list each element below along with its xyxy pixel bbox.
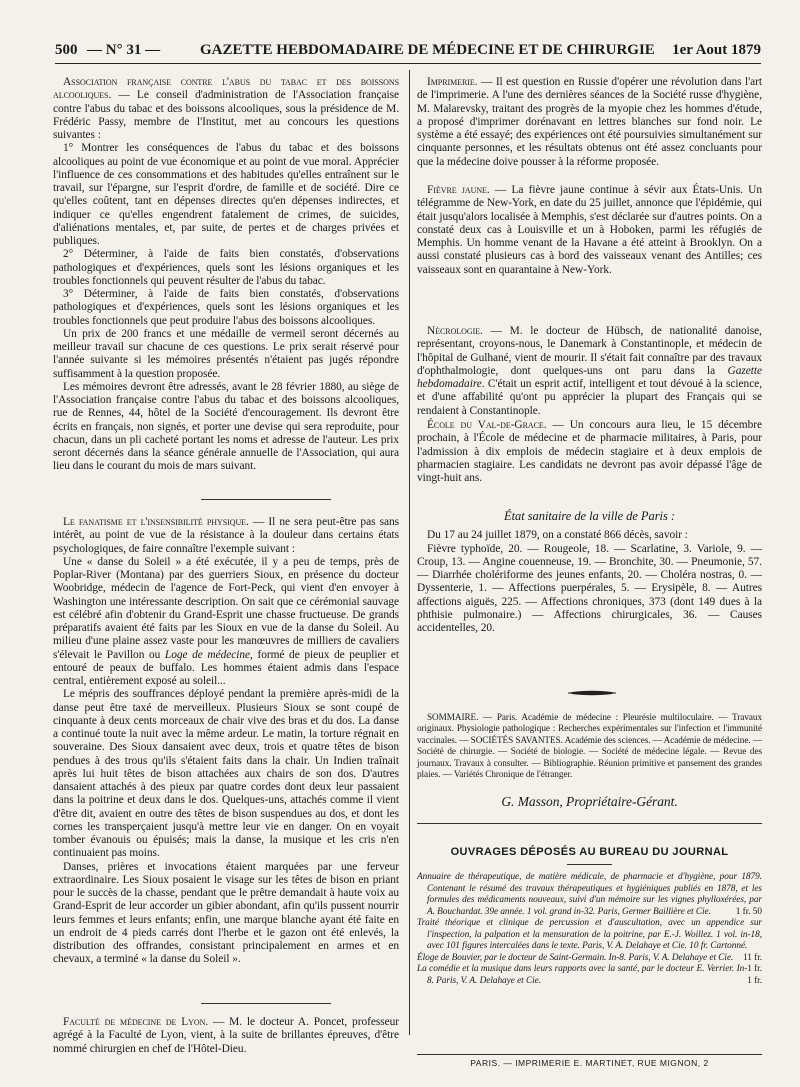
article-heading: Imprimerie.	[427, 76, 478, 88]
article-heading: Le fanatisme et l'insensibilité physique.	[63, 516, 249, 528]
article-text: Une « danse du Soleil » a été exécutée, il y a peu de temps, près de Poplar-River (Montana) par des guerriers Sioux, en présence du docteur Woobridge, médecin de l'agence de Fort-Peck, qui vient d'en envoyer à Washington une intéressante description. On sait que ce cérémonial sauvage est célébré afin d'obtenir du Grand-Esprit une chasse fructueuse. De grands préparatifs avaient été faits par les Sioux en vue de la danse du Soleil. Au milieu d'une plaine assez vaste pour les manœuvres de milliers de cavaliers s'élevait le Pavillon ou	[53, 555, 399, 661]
section-separator	[417, 823, 762, 824]
page-number: 500	[55, 42, 78, 58]
article-necrologie	[417, 325, 762, 418]
article-text: , formé de pieux de peuplier et entouré de peaux de buffalo. Les hommes étaient admis dans l'espace central, entièrement exposé au soleil...	[53, 648, 399, 687]
etat-summary: Du 17 au 24 juillet 1879, on a constaté 866 décès, savoir :	[427, 529, 688, 542]
article-paragraph: 1° Montrer les conséquences de l'abus du tabac et des boissons alcooliques au point de vue économique et au point de vue moral. Apprécier l'influence de ces consommations et des habitudes qu'elles entraînent sur le travail, sur l'épargne, sur l'esprit d'ordre, de famille et de société. Dire ce qu'elles coûtent, tant en dépenses directes qu'en dépenses indirectes, et indiquer ce qu'elles engendrent fatalement de crimes, de suicides, d'aliénations mentales, et, par suite, de pertes et de charges privées et publiques.	[53, 142, 399, 247]
ouvrage-item	[417, 964, 762, 987]
ouvrage-text: La comédie et la musique dans leurs rapports avec la santé, par le docteur E. Verrier. In-8. Paris, V. A. Delahaye et Cie.	[417, 964, 748, 986]
page-header	[55, 42, 761, 64]
title-underline	[567, 864, 612, 865]
publisher-line	[417, 795, 762, 808]
article-heading: Faculté de médecine de Lyon.	[63, 1016, 209, 1028]
printer-footer: PARIS. — IMPRIMERIE E. MARTINET, RUE MIGNON, 2	[470, 1058, 709, 1068]
article-text: — M. le docteur de Hübsch, de nationalité danoise, représentant, croyons-nous, le Danemark à Constantinople, et médecin de l'hôpital de Gulhané, vient de mourir. Il s'était fait connaître par des travaux d'ophthalmologie, dont quelques-uns ont paru dans la	[417, 325, 762, 377]
ouvrage-item	[417, 872, 762, 918]
ouvrage-text: Traité théorique et clinique de percussion et d'auscultation, avec un appendice sur l'inspection, la palpation et la mensuration de la poitrine, par E.-J. Woillez. 1 vol. in-18, avec 101 figures intercalées dans le texte. Paris, V. A. Delahaye et Cie. 10 fr. Cartonné.	[417, 918, 762, 951]
article-text: . C'était un esprit actif, intelligent et tout dévoué à la science, et d'une affabilité qu'ont pu apprécier la plupart des Français qui se rendaient à Constantinople.	[417, 378, 762, 417]
etat-title: État sanitaire de la ville de Paris :	[504, 509, 675, 523]
ouvrage-text: Éloge de Bouvier, par le docteur de Saint-Germain. In-8. Paris, V. A. Delahaye et Cie.	[417, 952, 734, 963]
journal-title: GAZETTE HEBDOMADAIRE DE MÉDECINE ET DE CHIRURGIE	[200, 42, 655, 58]
article-fanatisme	[53, 516, 399, 967]
sommaire-text: SOMMAIRE. — Paris. Académie de médecine : Pleurésie multiloculaire. — Travaux originaux. Physiologie pathologique : Recherches expérimentales sur l'infection et l'immunité vaccinales. — SOCIÉTÉS SAVANTES. Académie des sciences. — Académie de médecine. — Société de chirurgie. — Société de biologie. — Société de médecine légale. — Revue des journaux. Travaux à consulter. — Bibliographie. Réunion primitive et pansement des grandes plaies. — Variétés Chronique de l'étranger.	[417, 712, 762, 780]
article-heading: Fièvre jaune.	[427, 184, 490, 196]
article-heading: Association française contre l'abus du tabac et des boissons alcooliques.	[53, 76, 399, 102]
ornamental-rule	[568, 690, 616, 696]
article-text: — Un concours aura lieu, le 15 décembre prochain, à l'École de médecine et de pharmacie militaires, à Paris, pour l'admission à dix emplois de médecin stagiaire et à deux emplois de pharmacien stagiaire. Les candidats ne devront pas avoir dépassé l'âge de vingt-huit ans.	[417, 419, 762, 484]
publisher-name: G. Masson, Propriétaire-Gérant.	[501, 794, 678, 809]
article-text: — Le conseil d'administration de l'Association française contre l'abus du tabac et des boissons alcooliques, sous la présidence de M. Frédéric Passy, membre de l'Institut, met au concours les questions suivantes :	[53, 89, 399, 141]
ouvrage-item	[417, 952, 762, 974]
article-italic: Gazette hebdomadaire	[417, 364, 762, 390]
article-text: — Il est question en Russie d'opérer une révolution dans l'art de l'imprimerie. A l'une des dernières séances de la Société russe d'hygiène, M. Malarevsky, traitant des progrès de la myopie chez les hommes d'étude, a proposé d'imprimer dorénavant en lettres blanches sur fond noir. Le système a été essayé; des expériences ont été poursuivies simultanément sur cinquante personnes, et les résultats obtenus ont été assez concluants pour que la médecine doive pousser à la réforme proposée.	[417, 76, 762, 168]
etat-sanitaire	[417, 510, 762, 635]
article-heading: École du Val-de-Grace.	[427, 419, 547, 431]
column-divider	[409, 70, 410, 1035]
article-imprimerie	[417, 76, 762, 169]
ouvrage-price: 11 fr.	[743, 952, 762, 963]
issue-number: — N° 31 —	[87, 42, 161, 58]
issue-date: 1er Aout 1879	[672, 42, 761, 58]
footer-rule	[417, 1054, 762, 1055]
article-text: — M. le docteur A. Poncet, professeur agrégé à la Faculté de Lyon, vient, à la suite de brillantes épreuves, d'être nommé chirurgien en chef de l'Hôtel-Dieu.	[53, 1016, 400, 1055]
article-fievre	[417, 184, 762, 277]
article-paragraph: 3° Déterminer, à l'aide de faits bien constatés, d'observations pathologiques et d'expériences, quels sont les lésions organiques et les troubles fonctionnels que peut produire l'abus des boissons alcooliques.	[53, 288, 399, 327]
ouvrage-price: 1 fr.	[747, 975, 762, 986]
article-association	[53, 76, 399, 474]
ouvrage-price: 1 fr. 50	[735, 906, 762, 917]
ouvrages-title: OUVRAGES DÉPOSÉS AU BUREAU DU JOURNAL	[450, 846, 729, 858]
ouvrage-text: Annuaire de thérapeutique, de matière médicale, de pharmacie et d'hygiène, pour 1879. Contenant le résumé des travaux thérapeutiques et hygiéniques publiés en 1878, et les formules des médicaments nouveaux, suivi d'un mémoire sur les vignes phylloxérées, par A. Bouchardat. 39e année. 1 vol. grand in-32. Paris, Germer Baillière et Cie.	[417, 872, 762, 917]
article-paragraph: Un prix de 200 francs et une médaille de vermeil seront décernés au meilleur travail sur chacune de ces questions. Le prix serait réservé pour l'année suivante si les mémoires présentés n'étaient pas jugés répondre suffisamment à la question proposée.	[53, 327, 399, 380]
article-heading: Nécrologie.	[427, 325, 483, 337]
article-paragraph: Le mépris des souffrances déployé pendant la première après-midi de la danse peut être taxé de merveilleux. Plusieurs Sioux se sont coupé de cinquante à deux cents morceaux de chair vive des bras et du dos. La danse a continué toute la nuit avec la même ardeur. Le matin, la torture régnait en souveraine. Des Sioux dansaient avec deux, trois et quatre têtes de bison pendues à des trous qu'ils s'étaient faits dans la chair. Un Indien traînait après lui huit têtes de bison attachées aux chairs de son dos. D'autres dansaient attachés à des pieux par quatre cordes dont deux leur passaient dans la poitrine et deux dans le dos. Quelques-uns, attachés comme il vient d'être dit, avaient en outre des têtes de bison suspendues au dos, et dont les cornes les transperçaient jusqu'à mettre leur vie en danger. On en voyait tomber évanouis ou épuisés; mais la danse, la musique et les cris n'en continuaient pas moins.	[53, 688, 399, 860]
article-paragraph: Danses, prières et invocations étaient marquées par une ferveur extraordinaire. Les Sioux posaient le visage sur les têtes de bison en priant pour le succès de la chasse, pendant que le prêtre demandait à haute voix au Grand-Esprit de leur accorder un gibier abondant, afin qu'ils pussent nourrir leurs femmes et leurs enfants; enfin, une marque blanche ayant été faite en un endroit de 4 pieds carrés dont l'herbe et le gazon ont été enlevés, la distribution des offrandes, consistant principalement en armes et en chevaux, a terminé « la danse du Soleil ».	[53, 860, 399, 966]
sommaire	[417, 712, 762, 780]
ouvrage-price: 1 fr.	[747, 964, 762, 974]
article-paragraph: Les mémoires devront être adressés, avant le 28 février 1880, au siège de l'Association française contre l'abus du tabac et des boissons alcooliques, rue de Rennes, 44, hôtel de la Société d'encouragement. Ils devront être écrits en français, non signés, et porter une devise qui sera reproduite, pour chacun, dans un pli cacheté portant les noms et adresse de l'auteur. Les prix seront décernés dans la séance générale annuelle de l'Association, qui aura lieu dans le courant du mois de mars suivant.	[53, 380, 399, 473]
article-paragraph: 2° Déterminer, à l'aide de faits bien constatés, d'observations pathologiques et d'expériences, quels sont les lésions organiques et les troubles fonctionnels qui peuvent résulter de l'abus du tabac.	[53, 248, 399, 287]
article-text: — La fièvre jaune continue à sévir aux États-Unis. Un télégramme de New-York, en date du 25 juillet, annonce que l'épidémie, qui était jusqu'alors localisée à Memphis, s'est déclarée sur d'autres points. On a constaté deux cas à Louisville et un à Hoboken, parmi les réfugiés de Memphis. Un homme venant de la Havane a été atteint à Brooklyn. On a aussi constaté plusieurs cas à bord des vaisseaux venant des Antilles; ces vaisseaux sont en quarantaine à New-York.	[417, 184, 762, 276]
article-text: — Il ne sera peut-être pas sans intérêt, au point de vue de la résistance à la douleur dans certains états psychologiques, de faire connaître l'exemple suivant :	[53, 516, 399, 555]
header-rule	[55, 63, 761, 64]
section-separator	[201, 499, 331, 500]
article-valdegrace	[417, 419, 762, 485]
article-italic: Loge de médecine	[164, 648, 251, 661]
article-faculte	[53, 1016, 399, 1056]
section-separator	[201, 1003, 331, 1004]
ouvrages-list	[417, 872, 762, 987]
etat-details: Fièvre typhoïde, 20. — Rougeole, 18. — Scarlatine, 3. Variole, 9. — Croup, 13. — Angine couenneuse, 19. — Bronchite, 30. — Pneumonie, 57. — Diarrhée cholériforme des jeunes enfants, 20. — Choléra nostras, 0. — Dyssenterie, 1. — Affections puerpérales, 5. — Erysipèle, 8. — Autres affections aiguës, 225. — Affections chroniques, 373 (dont 149 dues à la phthisie pulmonaire.) — Affections chirurgicales, 36. — Causes accidentelles, 20.	[417, 542, 762, 634]
